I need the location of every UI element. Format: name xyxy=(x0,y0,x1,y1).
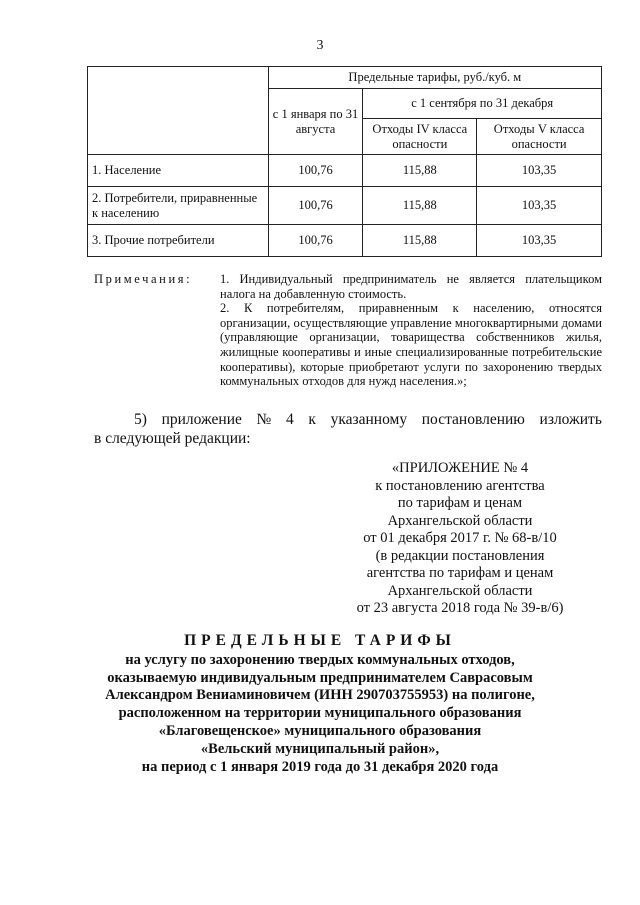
paragraph-word: указанному xyxy=(330,411,408,428)
row-value: 100,76 xyxy=(268,187,363,225)
appendix-line: по тарифам и ценам xyxy=(397,495,523,511)
header-class-5: Отходы V класса опасности xyxy=(477,119,602,155)
paragraph-word: 5) xyxy=(134,411,147,428)
appendix-header xyxy=(340,460,580,618)
appendix-line: от 23 августа 2018 года № 39-в/6) xyxy=(356,600,564,616)
row-value: 103,35 xyxy=(477,225,602,257)
paragraph-line-2: в следующей редакции: xyxy=(94,430,251,447)
row-value: 115,88 xyxy=(363,187,477,225)
table-row xyxy=(88,225,602,257)
title-line: Александром Вениаминовичем (ИНН 290703755953) на полигоне, xyxy=(105,687,535,704)
paragraph-word: 4 xyxy=(285,411,294,428)
row-label: 3. Прочие потребители xyxy=(88,225,269,257)
appendix-line: «ПРИЛОЖЕНИЕ № 4 xyxy=(391,460,529,476)
row-value: 100,76 xyxy=(268,225,363,257)
document-title xyxy=(60,632,580,776)
appendix-line: Архангельской области xyxy=(387,582,533,599)
table-corner-cell xyxy=(88,67,269,155)
title-line: расположенном на территории муниципального образования xyxy=(118,705,522,722)
table-row xyxy=(88,155,602,187)
row-value: 115,88 xyxy=(363,225,477,257)
paragraph-word: постановлению xyxy=(421,411,525,428)
appendix-line: агентства по тарифам и ценам xyxy=(366,565,554,581)
title-line: «Благовещенское» муниципального образования xyxy=(158,722,482,739)
header-period-sep-dec: с 1 сентября по 31 декабря xyxy=(363,89,602,119)
row-value: 115,88 xyxy=(363,155,477,187)
row-label: 1. Население xyxy=(88,155,269,187)
row-value: 103,35 xyxy=(477,155,602,187)
note-1: 1. Индивидуальный предприниматель не является плательщиком налога на добавленную стоимость. xyxy=(220,272,602,301)
title-line: оказываемую индивидуальным предпринимателем Саврасовым xyxy=(107,669,533,686)
header-main: Предельные тарифы, руб./куб. м xyxy=(268,67,601,89)
header-period-jan-aug: с 1 января по 31 августа xyxy=(268,89,363,155)
row-value: 100,76 xyxy=(268,155,363,187)
header-class-4: Отходы IV класса опасности xyxy=(363,119,477,155)
instruction-paragraph xyxy=(94,410,602,448)
table-row xyxy=(88,187,602,225)
notes-label: Примечания: xyxy=(94,272,193,286)
page-number: 3 xyxy=(316,38,324,53)
paragraph-word: изложить xyxy=(539,411,602,428)
notes-body xyxy=(220,272,602,389)
title-heading: ПРЕДЕЛЬНЫЕ ТАРИФЫ xyxy=(184,632,456,649)
paragraph-word: приложение xyxy=(161,411,242,428)
paragraph-word: № xyxy=(256,411,272,428)
tariff-table xyxy=(87,66,602,257)
paragraph-word: к xyxy=(308,411,316,428)
appendix-line: к постановлению агентства xyxy=(375,477,545,494)
appendix-line: (в редакции постановления xyxy=(375,547,545,564)
title-line: на период с 1 января 2019 года до 31 декабря 2020 года xyxy=(141,758,499,775)
title-line: «Вельский муниципальный район», xyxy=(200,740,440,757)
paragraph-line-1 xyxy=(94,410,602,429)
note-2: 2. К потребителям, приравненным к населению, относятся организации, осуществляющие управление многоквартирными домами (управляющие организации, товарищества собственников жилья, жилищные кооперативы и иные специализированные потребительские кооперативы), которые приобретают услуги по захоронению твердых коммунальных отходов для нужд населения.»; xyxy=(220,301,602,389)
appendix-line: Архангельской области xyxy=(387,512,533,529)
row-label: 2. Потребители, приравненные к населению xyxy=(88,187,269,225)
title-line: на услугу по захоронению твердых коммунальных отходов, xyxy=(125,651,515,668)
appendix-line: от 01 декабря 2017 г. № 68-в/10 xyxy=(363,530,557,546)
row-value: 103,35 xyxy=(477,187,602,225)
